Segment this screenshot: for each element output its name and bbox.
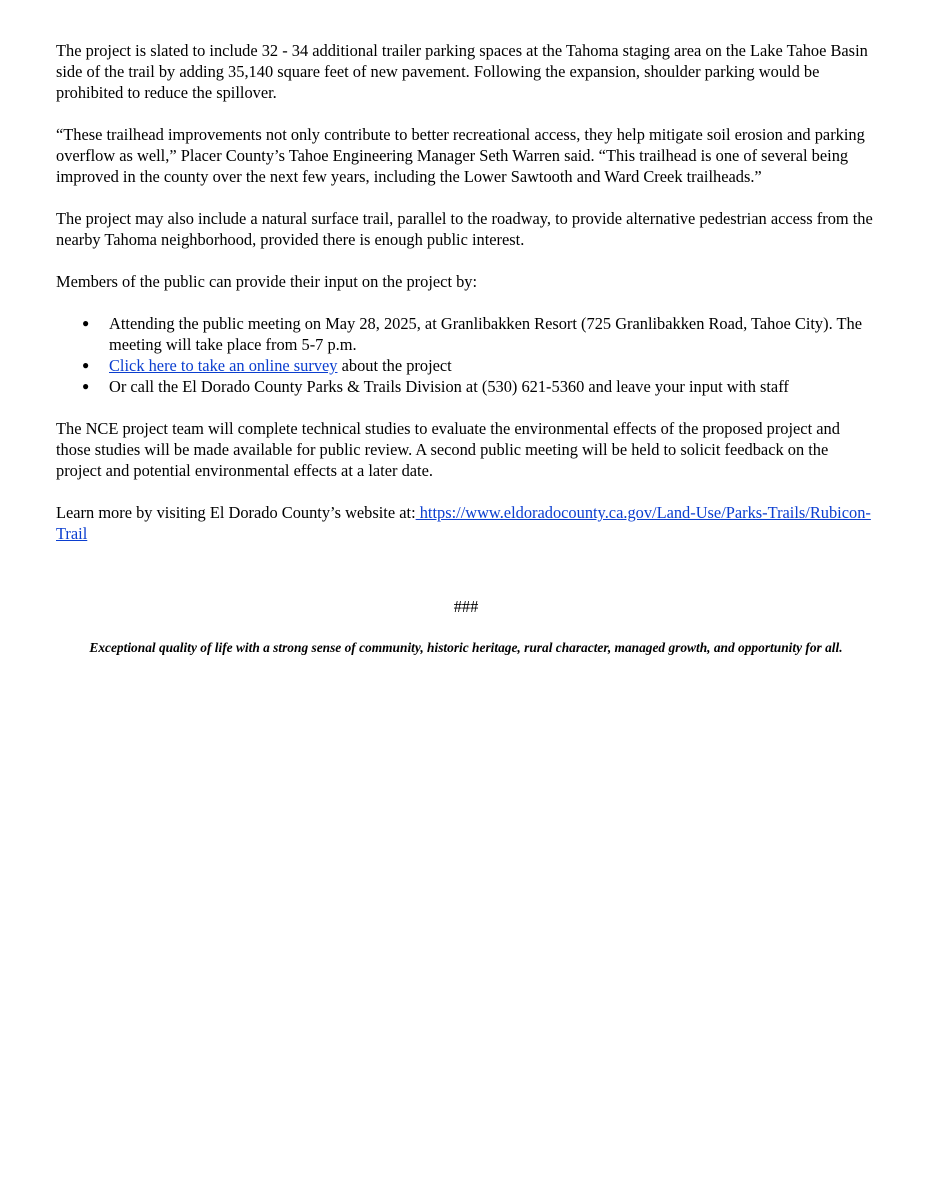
online-survey-link[interactable]: Click here to take an online survey xyxy=(109,356,338,375)
learn-more-text: Learn more by visiting El Dorado County’s website at: xyxy=(56,503,416,522)
paragraph-public-input-intro: Members of the public can provide their input on the project by: xyxy=(56,272,478,291)
document-page xyxy=(56,40,876,657)
list-item-text: about the project xyxy=(337,356,452,375)
list-item-text: Or call the El Dorado County Parks & Trails Division at (530) 621-5360 and leave your input with staff xyxy=(109,377,789,396)
spacer xyxy=(56,565,876,586)
paragraph-quote: “These trailhead improvements not only contribute to better recreational access, they help mitigate soil erosion and parking overflow as well,” Placer County’s Tahoe Engineering Manager Seth Warren said. “This trailhead is one of several being improved in the county over the next few years, including the Lower Sawtooth and Ward Creek trailheads.” xyxy=(56,125,865,186)
tagline: Exceptional quality of life with a strong sense of community, historic heritage, rural character, managed growth, and opportunity for all. xyxy=(89,640,843,655)
bullet-icon: ● xyxy=(82,316,90,330)
list-item-text: Attending the public meeting on May 28, 2025, at Granlibakken Resort (725 Granlibakken Road, Tahoe City). The meeting will take place from 5-7 p.m. xyxy=(109,314,862,354)
bullet-icon: ● xyxy=(82,379,90,393)
paragraph-technical-studies: The NCE project team will complete technical studies to evaluate the environmental effects of the proposed project and those studies will be made available for public review. A second public meeting will be held to solicit feedback on the project and potential environmental effects at a later date. xyxy=(56,419,840,480)
list-item-public-meeting xyxy=(56,313,876,355)
input-options-list xyxy=(56,313,876,397)
paragraph-natural-trail: The project may also include a natural surface trail, parallel to the roadway, to provide alternative pedestrian access from the nearby Tahoma neighborhood, provided there is enough public interest. xyxy=(56,209,873,249)
end-mark: ### xyxy=(453,597,479,616)
list-item-online-survey xyxy=(56,355,876,376)
bullet-icon: ● xyxy=(82,358,90,372)
county-website-link[interactable]: https://www.eldoradocounty.ca.gov/Land-Use/Parks-Trails/Rubicon-Trail xyxy=(56,503,871,543)
list-item-call-division xyxy=(56,376,876,397)
paragraph-parking-expansion: The project is slated to include 32 - 34 additional trailer parking spaces at the Tahoma staging area on the Lake Tahoe Basin side of the trail by adding 35,140 square feet of new pavement. Following the expansion, shoulder parking would be prohibited to reduce the spillover. xyxy=(56,41,868,102)
paragraph-learn-more xyxy=(56,502,876,544)
